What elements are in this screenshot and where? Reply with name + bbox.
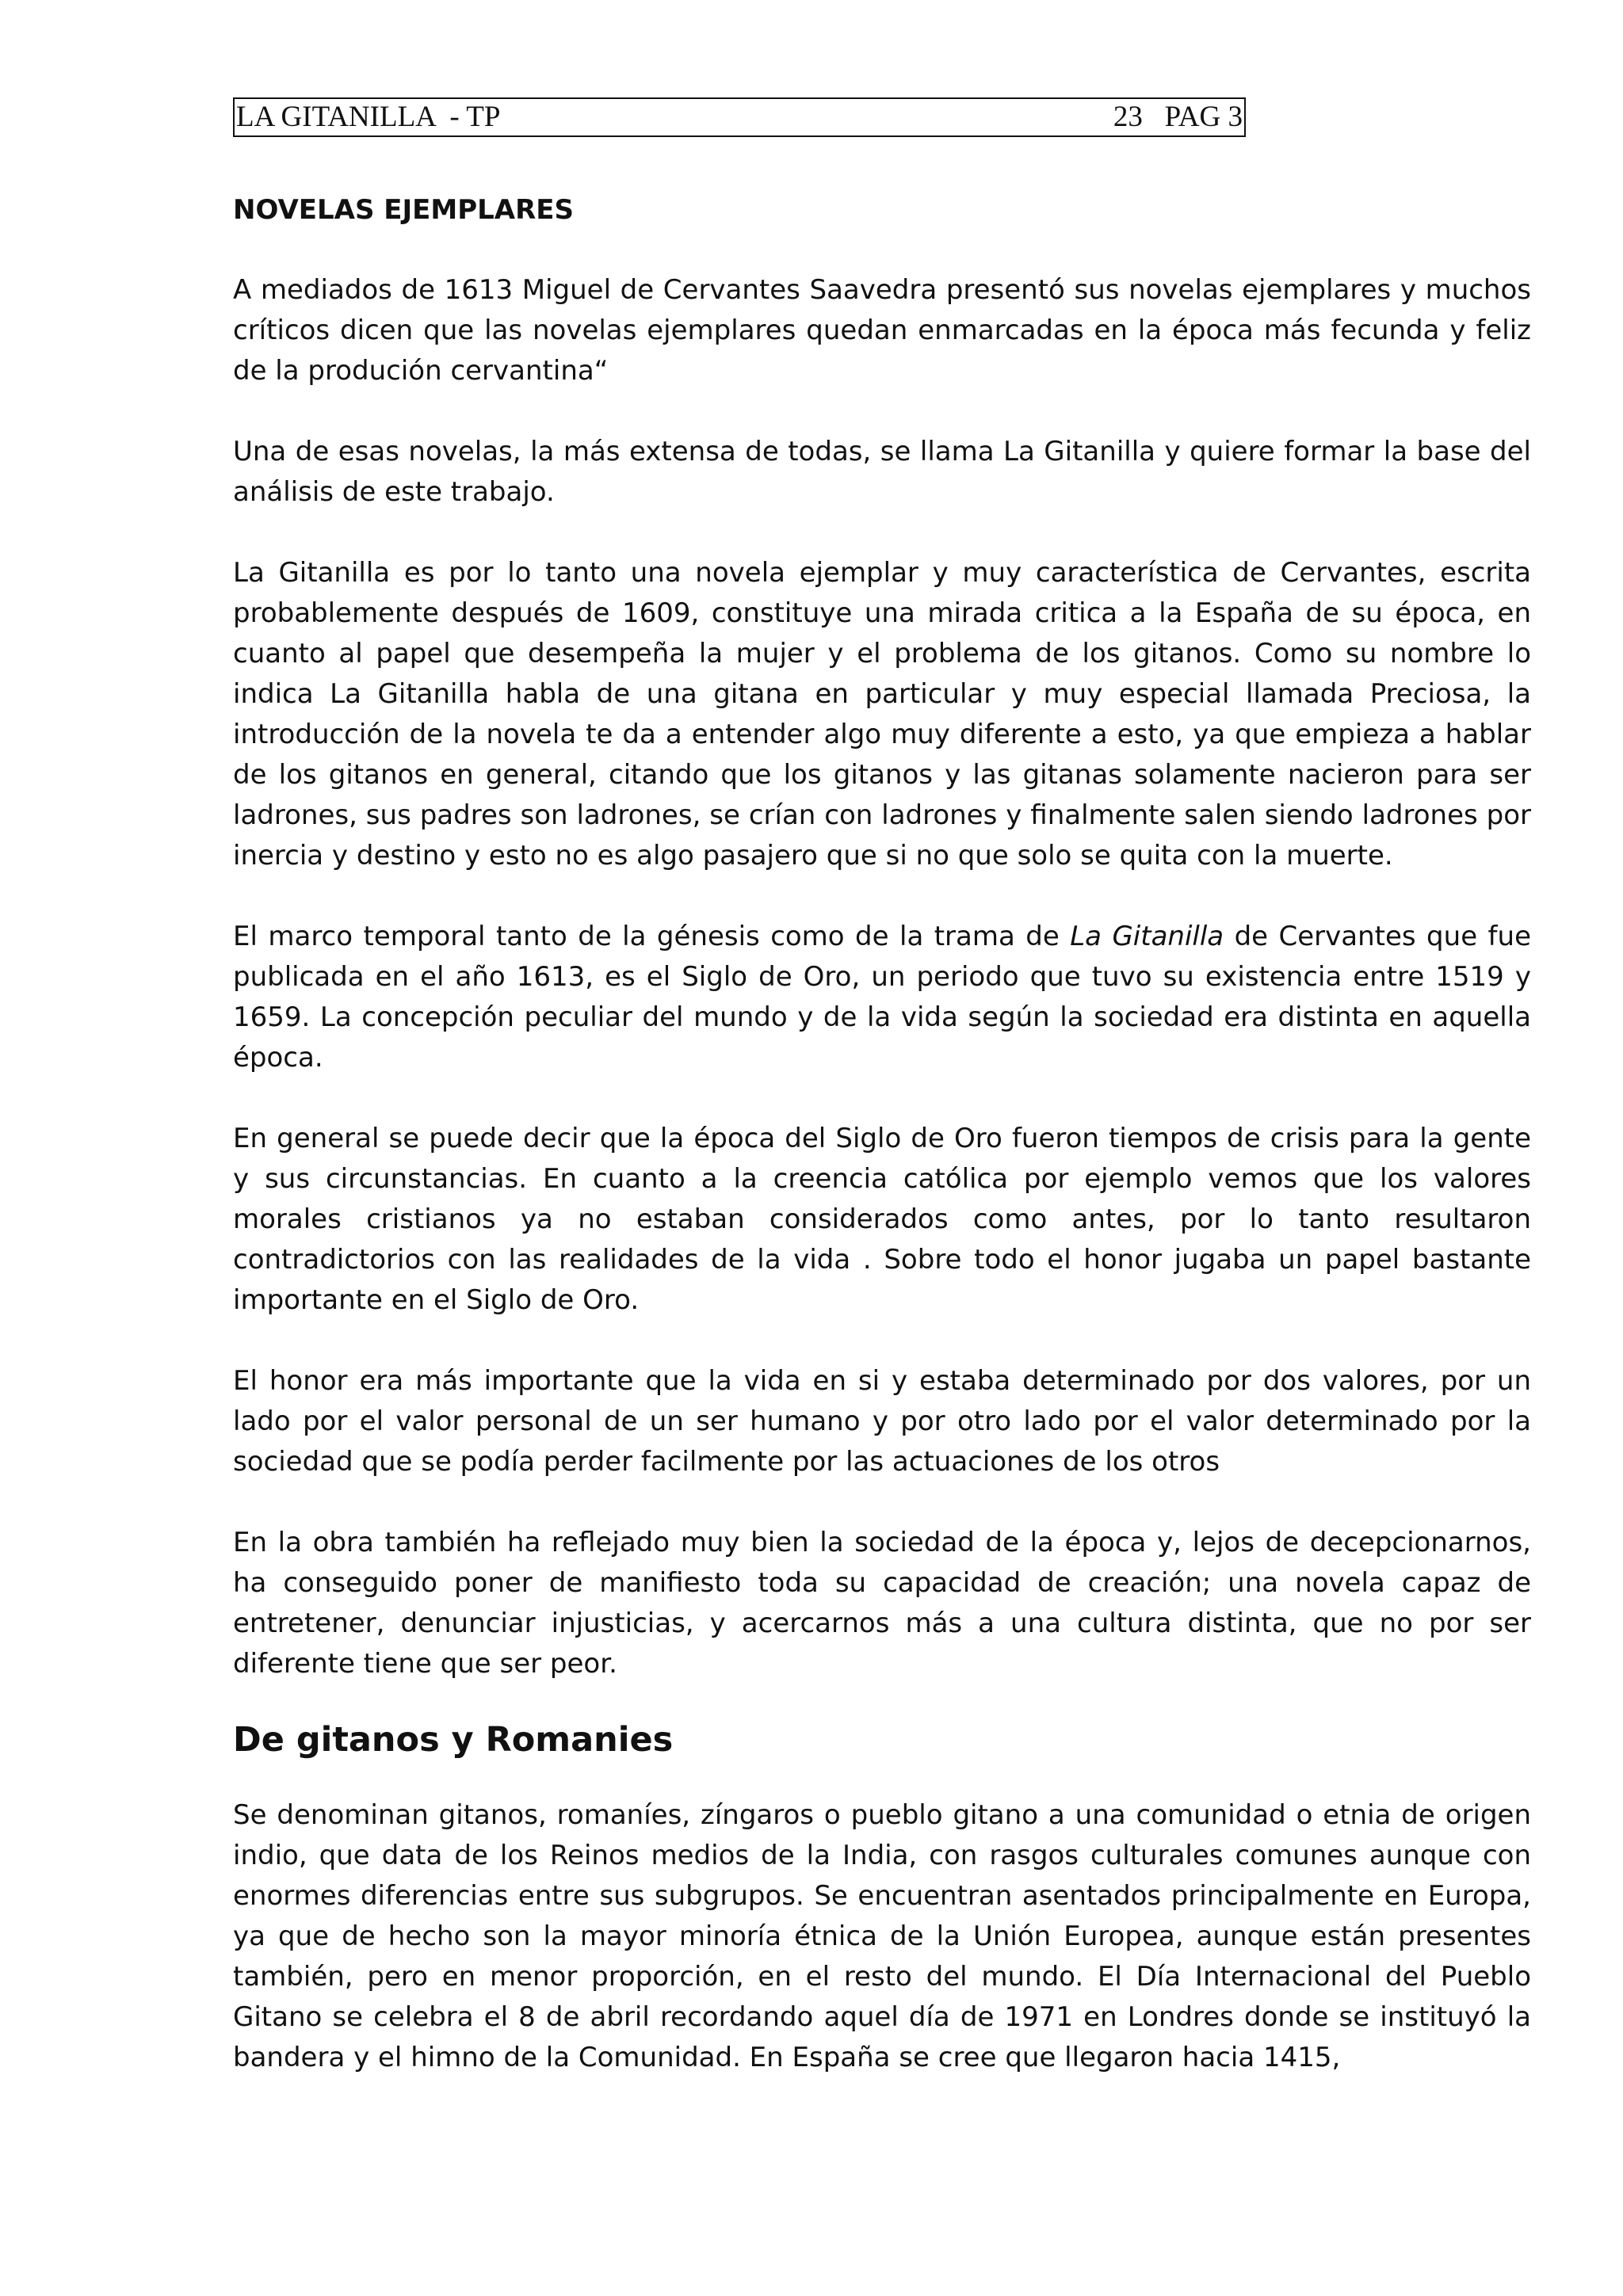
paragraph-4 [233,917,1531,1078]
header-title: LA GITANILLA - TP [236,101,501,133]
document-body [233,190,1531,2078]
paragraph-4-text-start: El marco temporal tanto de la génesis como de la trama de [233,921,1071,952]
paragraph-7: En la obra también ha reflejado muy bien la sociedad de la época y, lejos de decepcionarnos, ha conseguido poner de manifiesto toda su capacidad de creación; una novela capaz de entretener, denunciar injusticias, y acercarnos más a una cultura distinta, que no por ser diferente tiene que ser peor. [233,1527,1531,1680]
paragraph-4-text-end: de Cervantes que fue publicada en el año 1613, es el Siglo de Oro, un periodo que tuvo su existencia entre 1519 y 1659. La concepción peculiar del mundo y de la vida según la sociedad era distinta en aquella época. [233,921,1531,1074]
header-page-number: 23 PAG 3 [1113,101,1243,133]
paragraph-4-italic-title: La Gitanilla [1070,921,1224,952]
paragraph-3: La Gitanilla es por lo tanto una novela ejemplar y muy característica de Cervantes, escrita probablemente después de 1609, constituye una mirada critica a la España de su época, en cuanto al papel que desempeña la mujer y el problema de los gitanos. Como su nombre lo indica La Gitanilla habla de una gitana en particular y muy especial llamada Preciosa, la introducción de la novela te da a entender algo muy diferente a esto, ya que empieza a hablar de los gitanos en general, citando que los gitanos y las gitanas solamente nacieron para ser ladrones, sus padres son ladrones, se crían con ladrones y finalmente salen siendo ladrones por inercia y destino y esto no es algo pasajero que si no que solo se quita con la muerte. [233,557,1531,871]
paragraph-1: A mediados de 1613 Miguel de Cervantes Saavedra presentó sus novelas ejemplares y muchos críticos dicen que las novelas ejemplares quedan enmarcadas en la época más fecunda y feliz de la produción cervantina“ [233,274,1531,387]
paragraph-2: Una de esas novelas, la más extensa de todas, se llama La Gitanilla y quiere formar la base del análisis de este trabajo. [233,436,1531,508]
section-heading-gitanos-romanies: De gitanos y Romanies [233,1720,674,1760]
page-header [233,97,1246,137]
paragraph-5: En general se puede decir que la época del Siglo de Oro fueron tiempos de crisis para la gente y sus circunstancias. En cuanto a la creencia católica por ejemplo vemos que los valores morales cristianos ya no estaban considerados como antes, por lo tanto resultaron contradictorios con las realidades de la vida . Sobre todo el honor jugaba un papel bastante importante en el Siglo de Oro. [233,1123,1531,1316]
section-heading-novelas-ejemplares: NOVELAS EJEMPLARES [233,194,575,226]
paragraph-6: El honor era más importante que la vida en si y estaba determinado por dos valores, por un lado por el valor personal de un ser humano y por otro lado por el valor determinado por la sociedad que se podía perder facilmente por las actuaciones de los otros [233,1365,1531,1478]
paragraph-8: Se denominan gitanos, romaníes, zíngaros o pueblo gitano a una comunidad o etnia de origen indio, que data de los Reinos medios de la India, con rasgos culturales comunes aunque con enormes diferencias entre sus subgrupos. Se encuentran asentados principalmente en Europa, ya que de hecho son la mayor minoría étnica de la Unión Europea, aunque están presentes también, pero en menor proporción, en el resto del mundo. El Día Internacional del Pueblo Gitano se celebra el 8 de abril recordando aquel día de 1971 en Londres donde se instituyó la bandera y el himno de la Comunidad. En España se cree que llegaron hacia 1415, [233,1799,1531,2073]
